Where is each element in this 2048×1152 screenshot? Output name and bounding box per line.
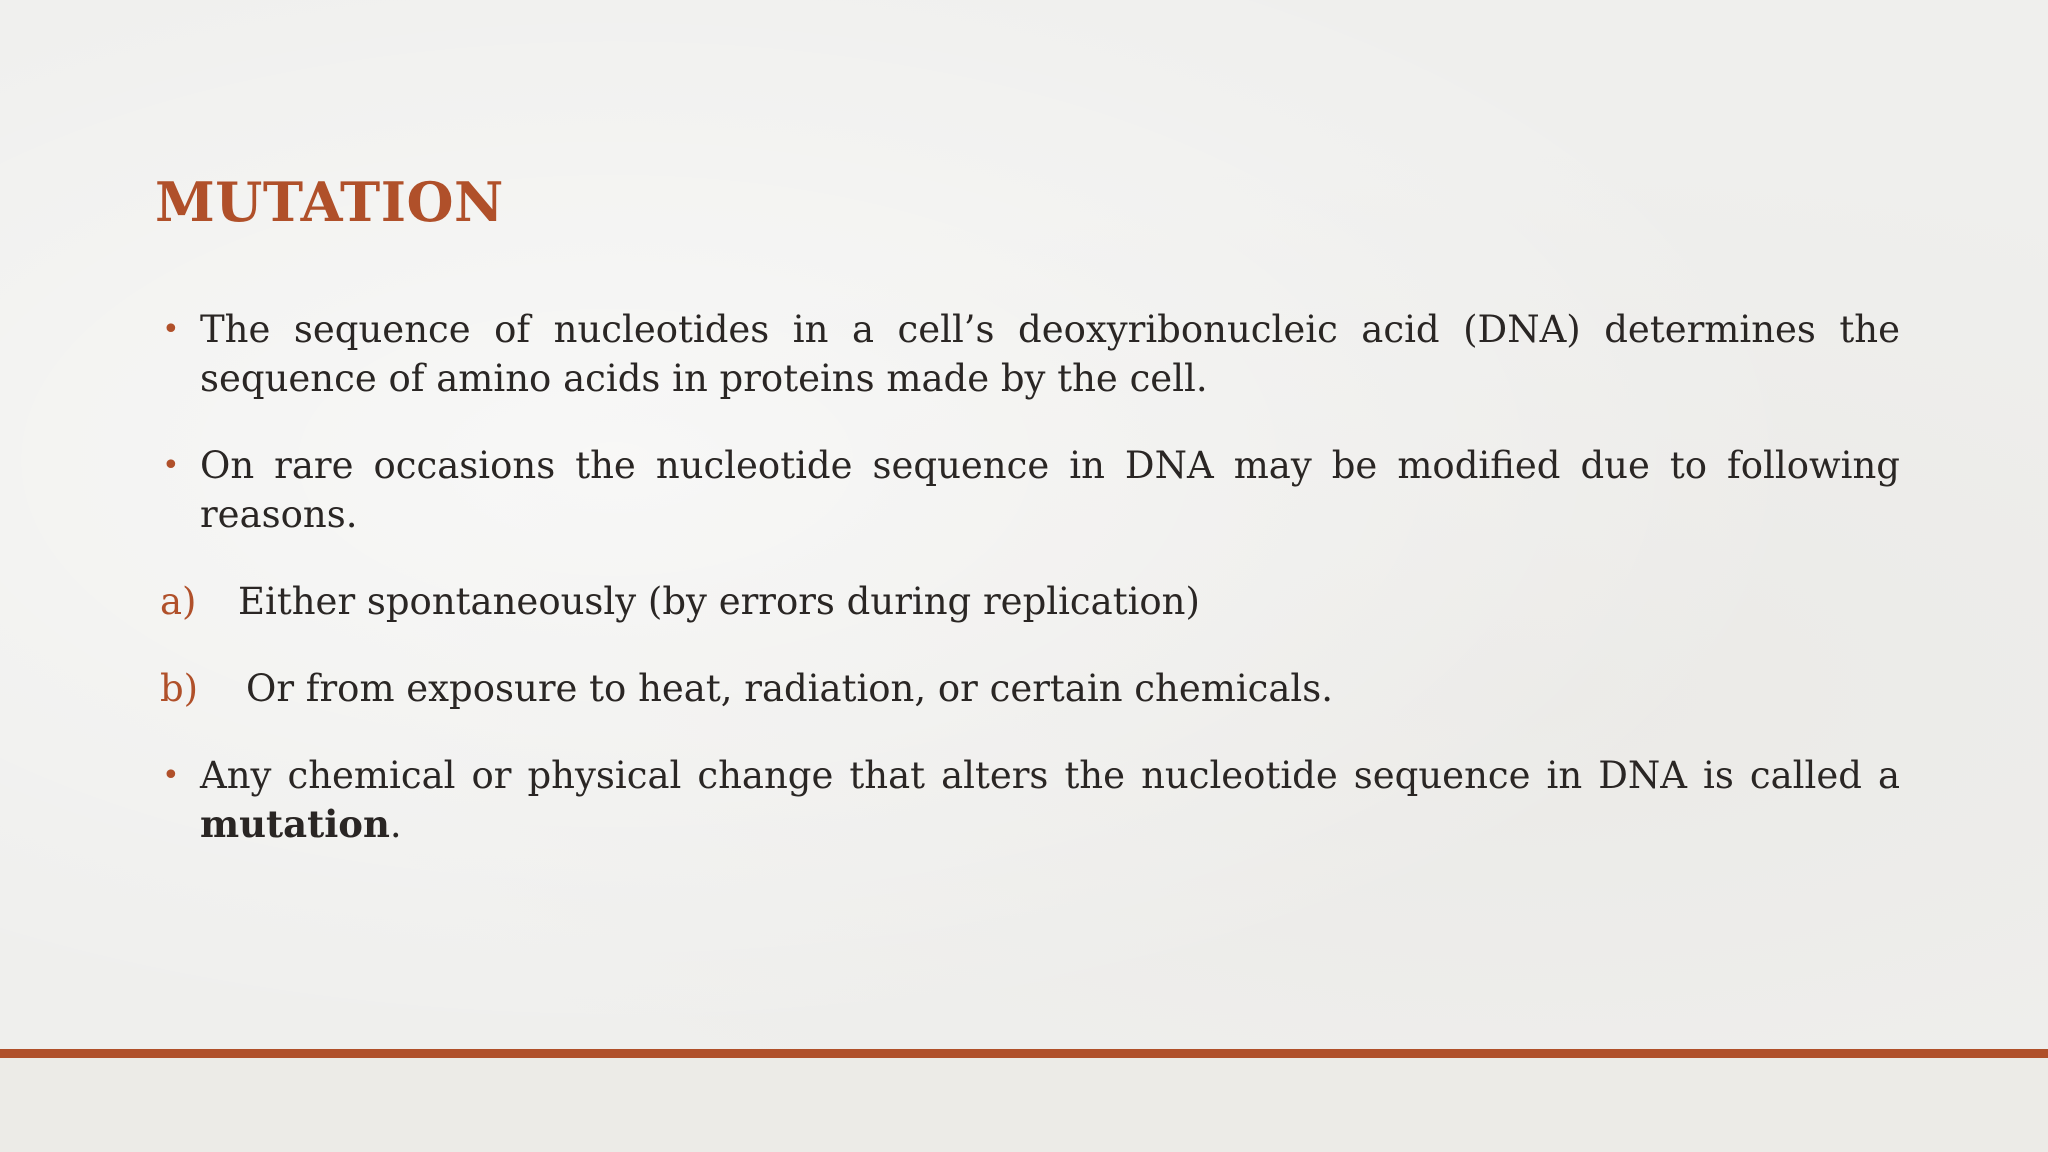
bottom-accent-rule xyxy=(0,1049,2048,1058)
lettered-item-a xyxy=(160,577,1900,626)
slide-body xyxy=(160,305,1900,887)
slide-title: MUTATION xyxy=(155,170,504,234)
bullet-text: On rare occasions the nucleotide sequence in DNA may be modified due to following reasons. xyxy=(200,444,1900,536)
bullet-item xyxy=(160,441,1900,539)
bullet-text-before: Any chemical or physical change that alters the nucleotide sequence in DNA is called a xyxy=(200,754,1900,797)
emphasis-term: mutation xyxy=(200,802,390,846)
footer-band xyxy=(0,1058,2048,1152)
bullet-item xyxy=(160,751,1900,849)
lettered-item-b xyxy=(160,664,1900,713)
bullet-item xyxy=(160,305,1900,403)
bullet-marker: • xyxy=(162,312,180,347)
letter-marker: b) xyxy=(160,667,199,710)
letter-marker: a) xyxy=(160,580,197,623)
lettered-text: Or from exposure to heat, radiation, or certain chemicals. xyxy=(246,667,1334,710)
bullet-text-after: . xyxy=(389,803,402,846)
bullet-text: The sequence of nucleotides in a cell’s deoxyribonucleic acid (DNA) determines the sequence of amino acids in proteins made by the cell. xyxy=(200,308,1900,400)
bullet-marker: • xyxy=(162,758,180,793)
lettered-text: Either spontaneously (by errors during replication) xyxy=(238,580,1200,623)
bullet-marker: • xyxy=(162,448,180,483)
